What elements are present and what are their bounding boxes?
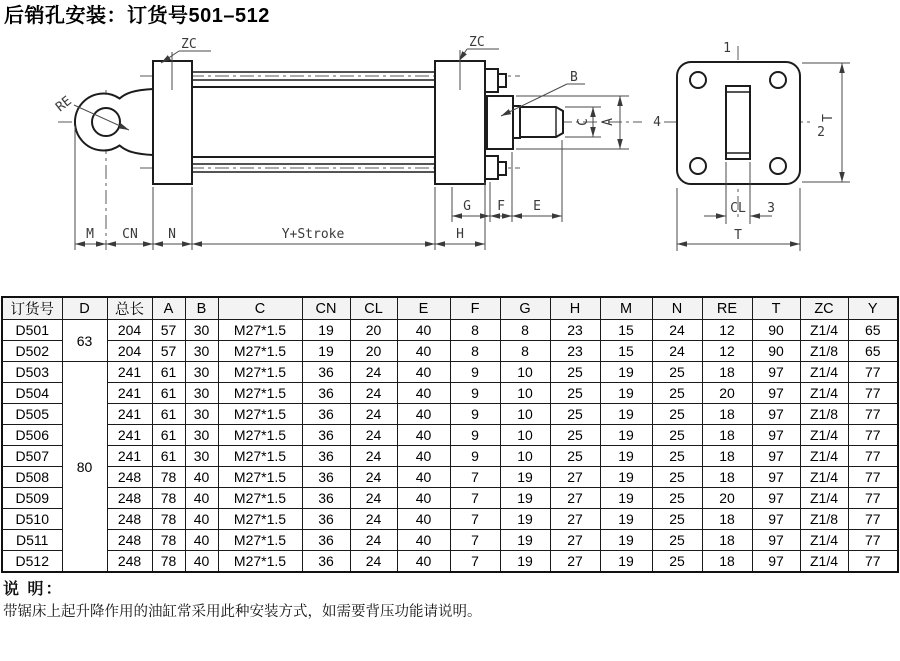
zc-front-label: ZC (469, 35, 485, 50)
table-row (2, 467, 898, 488)
cell: 30 (185, 362, 218, 383)
cell: Z1/8 (800, 404, 848, 425)
table-row (2, 551, 898, 573)
cell: 18 (702, 551, 752, 573)
cell: 241 (107, 446, 152, 467)
cell: 25 (550, 425, 600, 446)
cell: 7 (450, 488, 500, 509)
cell: 19 (600, 425, 652, 446)
col-header: H (550, 297, 600, 320)
cell: 77 (848, 509, 898, 530)
cell: D505 (2, 404, 62, 425)
cell: Z1/4 (800, 551, 848, 573)
cell: 19 (500, 467, 550, 488)
cell-d-group: 63 (62, 320, 107, 362)
t-vertical-label: T (821, 114, 836, 122)
cell: 19 (600, 551, 652, 573)
f-label: F (497, 199, 505, 214)
cell: 20 (350, 341, 397, 362)
cell: 30 (185, 446, 218, 467)
cell: 19 (500, 530, 550, 551)
cell: 40 (397, 404, 450, 425)
cell: 27 (550, 551, 600, 573)
cell: 19 (600, 362, 652, 383)
tie-rod-nut-bottom-end (498, 162, 506, 175)
cell: 19 (302, 320, 350, 341)
cell: 40 (397, 425, 450, 446)
cell: 24 (350, 425, 397, 446)
table-row (2, 341, 898, 362)
cell: 18 (702, 530, 752, 551)
cell: 25 (652, 404, 702, 425)
cell: 20 (350, 320, 397, 341)
table-row (2, 509, 898, 530)
callout-3-label: 3 (767, 201, 775, 216)
col-header: B (185, 297, 218, 320)
cell: 40 (185, 509, 218, 530)
cell: 7 (450, 551, 500, 573)
cell: 12 (702, 341, 752, 362)
cell: 90 (752, 320, 800, 341)
cell: 78 (152, 467, 185, 488)
cell: 9 (450, 362, 500, 383)
cell: 9 (450, 446, 500, 467)
notes-body: 带锯床上起升降作用的油缸常采用此种安装方式，如需要背压功能请说明。 (3, 604, 482, 620)
cell: 77 (848, 467, 898, 488)
mount-hole-top-left (690, 72, 706, 88)
cell: 25 (550, 383, 600, 404)
b-label: B (570, 70, 578, 85)
cell: 24 (652, 341, 702, 362)
table-row (2, 446, 898, 467)
cell: Z1/4 (800, 446, 848, 467)
cell: 40 (185, 488, 218, 509)
cell: 25 (652, 425, 702, 446)
cell: D503 (2, 362, 62, 383)
cell: 40 (185, 467, 218, 488)
cell: 77 (848, 488, 898, 509)
cell: 30 (185, 341, 218, 362)
cell: 8 (500, 341, 550, 362)
cell: 61 (152, 383, 185, 404)
cell: 19 (600, 446, 652, 467)
cell: M27*1.5 (218, 467, 302, 488)
cell: 10 (500, 446, 550, 467)
clevis-slot (726, 86, 750, 159)
mount-hole-bottom-right (770, 158, 786, 174)
cell: Z1/4 (800, 425, 848, 446)
cell: 61 (152, 425, 185, 446)
cell: M27*1.5 (218, 530, 302, 551)
cell: 25 (652, 446, 702, 467)
mount-hole-bottom-left (690, 158, 706, 174)
cell: Z1/8 (800, 341, 848, 362)
cell: D508 (2, 467, 62, 488)
cell: Z1/4 (800, 467, 848, 488)
cell: 25 (550, 362, 600, 383)
cell: 19 (302, 341, 350, 362)
notes-heading: 说 明： (3, 581, 64, 598)
cell: D506 (2, 425, 62, 446)
cylinder-body (192, 87, 435, 157)
cell: 97 (752, 530, 800, 551)
cell: 248 (107, 467, 152, 488)
cell: 97 (752, 446, 800, 467)
col-header: E (397, 297, 450, 320)
cell: 36 (302, 530, 350, 551)
cell: 27 (550, 530, 600, 551)
cell: 20 (702, 383, 752, 404)
cell: D501 (2, 320, 62, 341)
tie-rod-nut-top-end (498, 74, 506, 87)
cell: M27*1.5 (218, 551, 302, 573)
cell: 24 (652, 320, 702, 341)
cell: 40 (185, 551, 218, 573)
cell: 248 (107, 509, 152, 530)
cell: 24 (350, 446, 397, 467)
technical-drawing (0, 32, 900, 294)
cell: M27*1.5 (218, 425, 302, 446)
callout-2-label: 2 (817, 125, 825, 140)
col-header: C (218, 297, 302, 320)
cell: 241 (107, 383, 152, 404)
tie-rod-nut-bottom (485, 156, 498, 179)
cn-label: CN (122, 227, 138, 242)
cell: 23 (550, 320, 600, 341)
cell: 10 (500, 362, 550, 383)
cell: M27*1.5 (218, 320, 302, 341)
cell: 25 (652, 488, 702, 509)
cell: D509 (2, 488, 62, 509)
cell: 36 (302, 362, 350, 383)
cell: 18 (702, 467, 752, 488)
cell: Z1/4 (800, 530, 848, 551)
cell: M27*1.5 (218, 383, 302, 404)
col-header: 订货号 (2, 297, 62, 320)
t-horizontal-label: T (734, 228, 742, 243)
cell: 65 (848, 341, 898, 362)
cell: 40 (397, 362, 450, 383)
cell: Z1/4 (800, 362, 848, 383)
cell: 57 (152, 341, 185, 362)
y-stroke-label: Y+Stroke (281, 227, 345, 242)
table-row (2, 362, 898, 383)
cell: 40 (397, 509, 450, 530)
callout-4-label: 4 (653, 115, 661, 130)
cell: 97 (752, 425, 800, 446)
cell: 241 (107, 404, 152, 425)
cell: 27 (550, 488, 600, 509)
cell: 24 (350, 383, 397, 404)
col-header: G (500, 297, 550, 320)
cell: 40 (397, 488, 450, 509)
cell: 25 (652, 383, 702, 404)
m-label: M (86, 227, 94, 242)
col-header: D (62, 297, 107, 320)
cell: 61 (152, 362, 185, 383)
page-title: 后销孔安装：订货号501–512 (4, 5, 270, 27)
cylinder-side-view (53, 35, 642, 250)
cell: 18 (702, 509, 752, 530)
cell: 204 (107, 320, 152, 341)
zc-rear-label: ZC (181, 37, 197, 52)
cell: 7 (450, 467, 500, 488)
cell: M27*1.5 (218, 404, 302, 425)
cell: 97 (752, 467, 800, 488)
cell: 19 (600, 530, 652, 551)
cell: 8 (450, 341, 500, 362)
mount-hole-top-right (770, 72, 786, 88)
cell: 97 (752, 509, 800, 530)
cl-label: CL (730, 201, 746, 216)
cell: 40 (185, 530, 218, 551)
cell: 27 (550, 509, 600, 530)
cell: 40 (397, 551, 450, 573)
cell: 19 (500, 551, 550, 573)
re-label: RE (53, 93, 75, 116)
cell: 8 (450, 320, 500, 341)
cell: 18 (702, 425, 752, 446)
cell: 77 (848, 446, 898, 467)
cell: Z1/8 (800, 509, 848, 530)
cell: 40 (397, 446, 450, 467)
cell: 10 (500, 425, 550, 446)
cell: M27*1.5 (218, 362, 302, 383)
col-header: A (152, 297, 185, 320)
cell: 24 (350, 488, 397, 509)
cell: 19 (600, 383, 652, 404)
cell: D511 (2, 530, 62, 551)
cell: 78 (152, 488, 185, 509)
e-label: E (533, 199, 541, 214)
cell: D504 (2, 383, 62, 404)
cell: 40 (397, 467, 450, 488)
cell: 61 (152, 404, 185, 425)
cell: 23 (550, 341, 600, 362)
cell: 12 (702, 320, 752, 341)
rod-collar (487, 96, 513, 149)
cell: 24 (350, 530, 397, 551)
cell: 24 (350, 362, 397, 383)
cell: 97 (752, 404, 800, 425)
cell: 77 (848, 404, 898, 425)
cell: 24 (350, 509, 397, 530)
n-label: N (168, 227, 176, 242)
cell: M27*1.5 (218, 488, 302, 509)
cell: 248 (107, 488, 152, 509)
cell: 40 (397, 530, 450, 551)
cell: 9 (450, 425, 500, 446)
cell: 36 (302, 404, 350, 425)
cell: 27 (550, 467, 600, 488)
cell: D510 (2, 509, 62, 530)
tie-rod-nut-top (485, 69, 498, 92)
table-row (2, 425, 898, 446)
cell: 30 (185, 404, 218, 425)
cell: 97 (752, 362, 800, 383)
cell: 30 (185, 320, 218, 341)
cell: 36 (302, 488, 350, 509)
cell: 25 (652, 467, 702, 488)
cell: 8 (500, 320, 550, 341)
cell: 241 (107, 362, 152, 383)
cell: 24 (350, 551, 397, 573)
cell: Z1/4 (800, 383, 848, 404)
cell: 7 (450, 509, 500, 530)
table-header-row (2, 297, 898, 320)
cell: Z1/4 (800, 488, 848, 509)
c-label: C (576, 118, 591, 126)
cell: D502 (2, 341, 62, 362)
cell: D512 (2, 551, 62, 573)
cell: 40 (397, 341, 450, 362)
rod-collar-step (513, 106, 520, 138)
cell: 40 (397, 320, 450, 341)
col-header: CL (350, 297, 397, 320)
cell: 7 (450, 530, 500, 551)
flange-end-view (653, 41, 850, 251)
cell: 25 (652, 551, 702, 573)
spec-table (1, 296, 899, 573)
cell: D507 (2, 446, 62, 467)
cell: 61 (152, 446, 185, 467)
col-header: CN (302, 297, 350, 320)
cell: 30 (185, 383, 218, 404)
cell: 77 (848, 383, 898, 404)
cell: 19 (600, 488, 652, 509)
cell: 36 (302, 467, 350, 488)
cell: 78 (152, 509, 185, 530)
cell: 36 (302, 551, 350, 573)
cell: 77 (848, 425, 898, 446)
cell: 25 (550, 404, 600, 425)
g-label: G (463, 199, 471, 214)
cell: 78 (152, 551, 185, 573)
col-header: Y (848, 297, 898, 320)
cell: 77 (848, 362, 898, 383)
cell: 20 (702, 488, 752, 509)
cell: 78 (152, 530, 185, 551)
cell: 40 (397, 383, 450, 404)
cell: 97 (752, 488, 800, 509)
cell: M27*1.5 (218, 446, 302, 467)
cell: 248 (107, 530, 152, 551)
col-header: 总长 (107, 297, 152, 320)
notes-section (0, 573, 900, 623)
cell: 36 (302, 509, 350, 530)
cell: 19 (600, 404, 652, 425)
col-header: N (652, 297, 702, 320)
table-row (2, 530, 898, 551)
cell: 65 (848, 320, 898, 341)
cell: 9 (450, 404, 500, 425)
cell: 248 (107, 551, 152, 573)
a-label: A (601, 118, 616, 126)
cell: M27*1.5 (218, 341, 302, 362)
table-row (2, 488, 898, 509)
cell: 25 (652, 362, 702, 383)
cell: 10 (500, 404, 550, 425)
col-header: RE (702, 297, 752, 320)
cell: 25 (652, 509, 702, 530)
cell: 241 (107, 425, 152, 446)
cell: 18 (702, 404, 752, 425)
table-row (2, 383, 898, 404)
cell: 204 (107, 341, 152, 362)
h-label: H (456, 227, 464, 242)
col-header: T (752, 297, 800, 320)
callout-1-label: 1 (723, 41, 731, 56)
cell: 57 (152, 320, 185, 341)
cell: M27*1.5 (218, 509, 302, 530)
col-header: ZC (800, 297, 848, 320)
cell: 18 (702, 446, 752, 467)
cell: 25 (550, 446, 600, 467)
cell: 97 (752, 383, 800, 404)
cell: 36 (302, 446, 350, 467)
cell: 36 (302, 383, 350, 404)
cell: 15 (600, 320, 652, 341)
clevis-eye-hole (92, 108, 120, 136)
cell: 9 (450, 383, 500, 404)
table-row (2, 404, 898, 425)
col-header: F (450, 297, 500, 320)
cell: 77 (848, 530, 898, 551)
cell: Z1/4 (800, 320, 848, 341)
cell: 90 (752, 341, 800, 362)
cell: 24 (350, 467, 397, 488)
cell: 15 (600, 341, 652, 362)
cell-d-group: 80 (62, 362, 107, 573)
cell: 19 (500, 488, 550, 509)
cell: 24 (350, 404, 397, 425)
cell: 19 (600, 509, 652, 530)
table-row (2, 320, 898, 341)
cell: 30 (185, 425, 218, 446)
cell: 25 (652, 530, 702, 551)
cell: 18 (702, 362, 752, 383)
cell: 19 (500, 509, 550, 530)
cell: 97 (752, 551, 800, 573)
col-header: M (600, 297, 652, 320)
cell: 77 (848, 551, 898, 573)
cell: 19 (600, 467, 652, 488)
cell: 10 (500, 383, 550, 404)
cell: 36 (302, 425, 350, 446)
